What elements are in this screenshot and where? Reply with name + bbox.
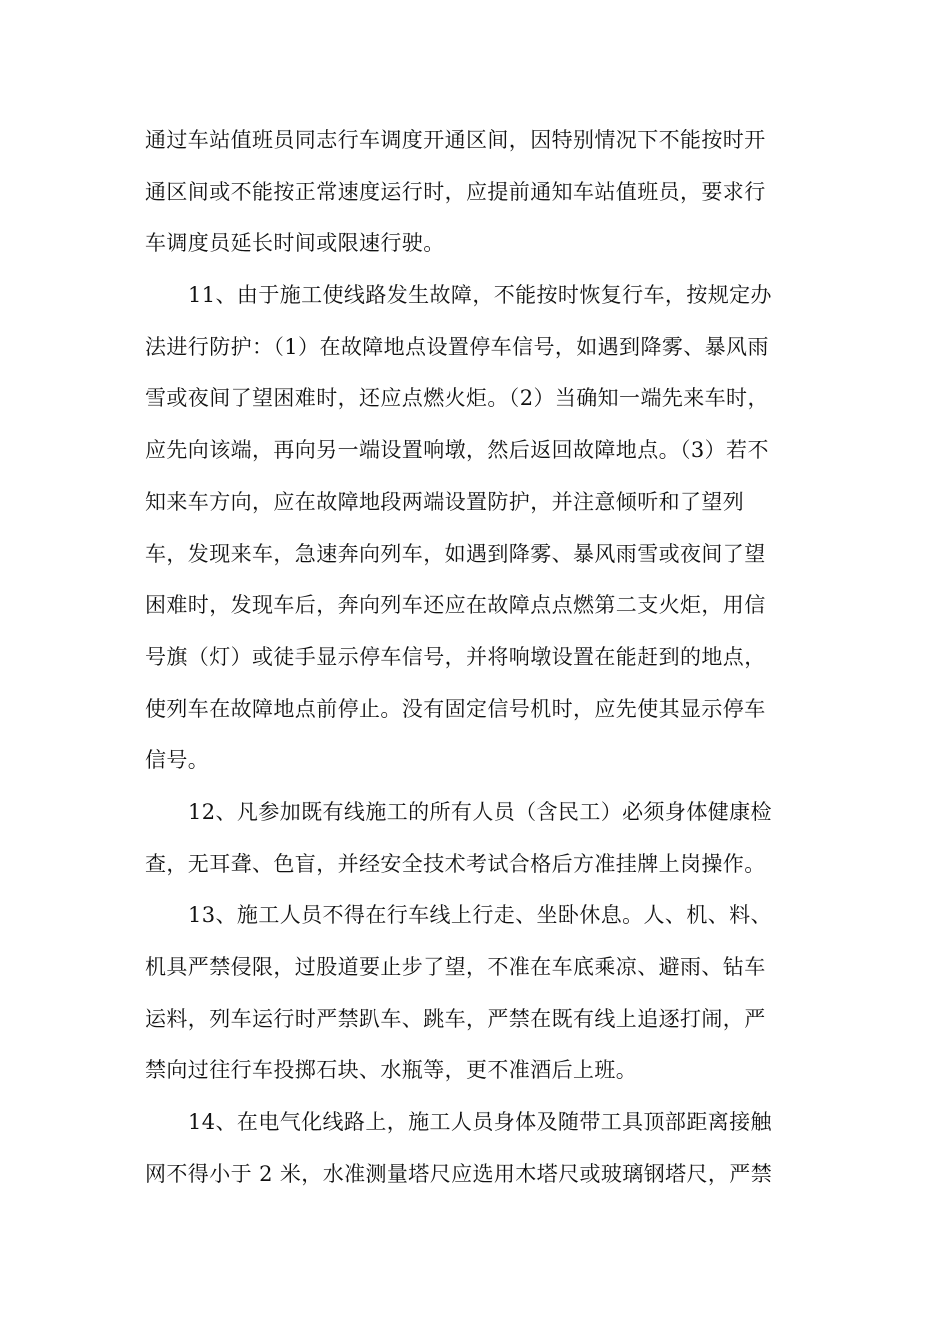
text-line: 禁向过往行车投掷石块、水瓶等，更不准酒后上班。 [145,1058,638,1083]
text-line: 信号。 [145,748,210,773]
paragraph-start-11: 11、由于施工使线路发生故障，不能按时恢复行车，按规定办 [188,283,772,308]
paragraph-start-13: 13、施工人员不得在行车线上行走、坐卧休息。人、机、料、 [188,903,772,928]
text-line: 雪或夜间了望困难时，还应点燃火炬。（2）当确知一端先来车时， [145,386,769,411]
text-line: 运料，列车运行时严禁趴车、跳车，严禁在既有线上追逐打闹，严 [145,1006,766,1031]
text-line: 查，无耳聋、色盲，并经安全技术考试合格后方准挂牌上岗操作。 [145,851,766,876]
paragraph-start-14: 14、在电气化线路上，施工人员身体及随带工具顶部距离接触 [188,1110,772,1135]
text-line: 车，发现来车，急速奔向列车，如遇到降雾、暴风雨雪或夜间了望 [145,541,766,566]
text-line: 知来车方向，应在故障地段两端设置防护，并注意倾听和了望列 [145,489,745,514]
text-line: 车调度员延长时间或限速行驶。 [145,231,445,256]
text-line: 机具严禁侵限，过股道要止步了望，不准在车底乘凉、避雨、钻车 [145,955,766,979]
text-line: 通过车站值班员同志行车调度开通区间，因特别情况下不能按时开 [145,128,766,152]
body-text [145,118,815,1203]
text-line: 通区间或不能按正常速度运行时，应提前通知车站值班员，要求行 [145,179,766,204]
text-line: 法进行防护：（1）在故障地点设置停车信号，如遇到降雾、暴风雨 [145,334,769,359]
text-line: 使列车在故障地点前停止。没有固定信号机时，应先使其显示停车 [145,696,766,721]
text-line: 应先向该端，再向另一端设置响墩，然后返回故障地点。（3）若不 [145,438,769,463]
text-line: 号旗（灯）或徒手显示停车信号，并将响墩设置在能赶到的地点， [145,644,766,669]
paragraph-start-12: 12、凡参加既有线施工的所有人员（含民工）必须身体健康检 [188,799,772,824]
text-line: 困难时，发现车后，奔向列车还应在故障点点燃第二支火炬，用信 [145,593,766,618]
text-line: 网不得小于 2 米，水准测量塔尺应选用木塔尺或玻璃钢塔尺，严禁 [145,1161,773,1186]
